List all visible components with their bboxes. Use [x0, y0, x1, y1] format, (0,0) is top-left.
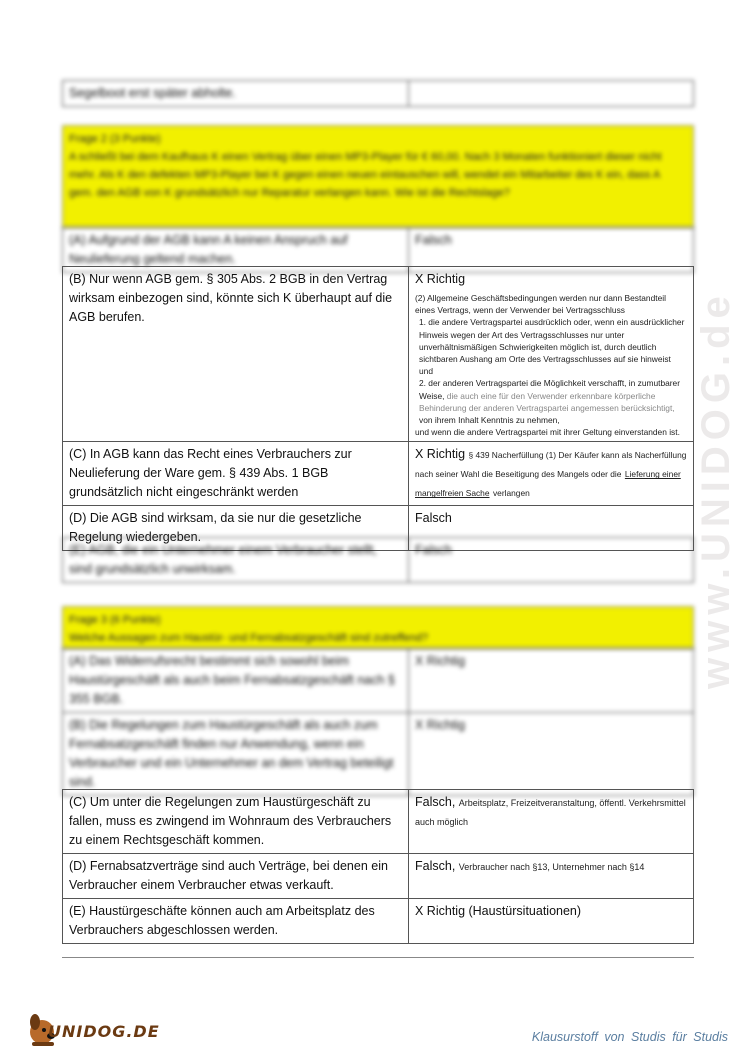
- frage2-row-e-answer: Falsch: [409, 538, 694, 583]
- frage2-row-c-question: (C) In AGB kann das Recht eines Verbrauchers zur Neulieferung der Ware gem. § 439 Abs. 1 BGB grundsätzlich nicht eingeschränkt werden: [63, 442, 409, 506]
- top-row-answer: [409, 81, 694, 107]
- frage2-title: Frage 2 (3 Punkte): [69, 133, 161, 145]
- frage3-text: Welche Aussagen zum Haustür- und Fernabsatzgeschäft sind zutreffend?: [69, 632, 429, 644]
- frage3-row-b-answer: X Richtig: [409, 713, 694, 796]
- footer-divider: [62, 957, 694, 958]
- top-row-question: Segelboot erst später abholte.: [63, 81, 409, 107]
- frage3-row-c-verdict: Falsch,: [415, 795, 456, 809]
- logo-text[interactable]: UNIDOG.DE: [48, 1022, 160, 1041]
- table-row: [63, 649, 694, 713]
- frage2-row-b-note4: und wenn die andere Vertragspartei mit ihrer Geltung einverstanden ist.: [415, 427, 680, 438]
- frage2-row-b-verdict: X Richtig: [415, 272, 466, 286]
- frage3-row-b-question: (B) Die Regelungen zum Haustürgeschäft als auch zum Fernabsatzgeschäft finden nur Anwendung, wenn ein Verbraucher und ein Unternehmer an dem Vertrag beteiligt sind.: [63, 713, 409, 796]
- frage3-row-c-answer: [409, 790, 694, 854]
- frage2-header: [62, 125, 694, 228]
- frage3-row-e-question: (E) Haustürgeschäfte können auch am Arbeitsplatz des Verbrauchers abgeschlossen werden.: [63, 899, 409, 944]
- footer-tagline: Klausurstoff von Studis für Studis: [531, 1030, 728, 1044]
- top-row-table: [62, 80, 694, 107]
- frage3-row-c-question: (C) Um unter die Regelungen zum Haustürgeschäft zu fallen, muss es zwingend im Wohnraum des Verbrauchers zu einem Rechtsgeschäft kommen.: [63, 790, 409, 854]
- frage2-row-c-link[interactable]: Lieferung einer mangelfreien Sache: [415, 469, 681, 499]
- frage3-header: [62, 606, 694, 649]
- frage2-row-c-end: verlangen: [492, 488, 530, 499]
- frage3-title: Frage 3 (6 Punkte): [69, 614, 161, 626]
- frage2-row-c-answer: [409, 442, 694, 506]
- frage2-row-e-table: [62, 537, 694, 583]
- frage3-row-d-question: (D) Fernabsatzverträge sind auch Verträge, bei denen ein Verbraucher einem Verbraucher etwas verkauft.: [63, 854, 409, 899]
- frage2-row-e-question: (E) AGB, die ein Unternehmer einem Verbraucher stellt, sind grundsätzlich unwirksam.: [63, 538, 409, 583]
- frage2-row-b-note1: (2) Allgemeine Geschäftsbedingungen werden nur dann Bestandteil eines Vertrags, wenn der Verwender bei Vertragsschluss: [415, 293, 666, 316]
- table-row: [63, 790, 694, 854]
- table-row: [63, 854, 694, 899]
- frage2-row-b-answer: [409, 267, 694, 442]
- frage2-row-b-note3: [415, 377, 687, 426]
- table-row: [63, 899, 694, 944]
- note3-start: 2. der anderen Vertragspartei die Möglichkeit verschafft, in zumutbarer Weise,: [419, 378, 681, 401]
- frage2-row-d-answer: Falsch: [409, 506, 694, 551]
- watermark: www.UNIDOG.de: [694, 290, 738, 690]
- frage3-row-c-note: Arbeitsplatz, Freizeitveranstaltung, öffentl. Verkehrsmittel auch möglich: [415, 798, 686, 827]
- note3-end: von ihrem Inhalt Kenntnis zu nehmen,: [419, 415, 560, 426]
- frage2-row-c-note: § 439 Nacherfüllung (1) Der Käufer kann als Nacherfüllung nach seiner Wahl die Beseitigung des Mangels oder die: [415, 450, 687, 480]
- table-row: [63, 267, 694, 442]
- frage2-table: [62, 266, 694, 551]
- frage2-row-c-verdict: X Richtig: [415, 447, 466, 462]
- frage2-row-a-answer: Falsch: [409, 228, 694, 273]
- frage3-row-d-answer: [409, 854, 694, 899]
- table-row: [63, 442, 694, 506]
- frage2-row-d-question: (D) Die AGB sind wirksam, da sie nur die gesetzliche Regelung wiedergeben.: [63, 506, 409, 551]
- note3-gray: die auch eine für den Verwender erkennbare körperliche Behinderung der anderen Vertragspartei angemessen berücksichtigt,: [419, 390, 675, 413]
- table-row: [63, 713, 694, 796]
- frage3-row-a-question: (A) Das Widerrufsrecht bestimmt sich sowohl beim Haustürgeschäft als auch beim Fernabsatzgeschäft nach § 355 BGB.: [63, 649, 409, 713]
- frage2-row-b-note2: 1. die andere Vertragspartei ausdrücklich oder, wenn ein ausdrücklicher Hinweis wegen der Art des Vertragsschlusses nur unter unverhältnismäßigen Schwierigkeiten möglich ist, durch deutlich sichtbaren Aushang am Orte des Vertragsschlusses auf sie hinweist und: [419, 317, 685, 377]
- frage3-table: [62, 789, 694, 944]
- frage3-row-d-note: Verbraucher nach §13, Unternehmer nach §14: [458, 862, 645, 872]
- frage2-text: A schließt bei dem Kaufhaus K einen Vertrag über einen MP3-Player für € 60,00. Nach 3 Monaten funktioniert dieser nicht mehr. Als K den defekten MP3-Player bei K gegen einen neuen eintauschen will, wendet ein Mitarbeiter des K ein, dass A gem. den AGB von K grundsätzlich nur Reparatur verlangen kann. Wie ist die Rechtslage?: [69, 151, 662, 199]
- frage3-row-e-answer: X Richtig (Haustürsituationen): [409, 899, 694, 944]
- frage3-row-a-answer: X Richtig: [409, 649, 694, 713]
- frage3-row-d-verdict: Falsch,: [415, 859, 456, 873]
- frage2-row-b-question: (B) Nur wenn AGB gem. § 305 Abs. 2 BGB in den Vertrag wirksam einbezogen sind, könnte sich K überhaupt auf die AGB berufen.: [63, 267, 409, 442]
- frage3-blurred-table: [62, 648, 694, 796]
- frage2-row-a-question: (A) Aufgrund der AGB kann A keinen Anspruch auf Neulieferung geltend machen.: [63, 228, 409, 273]
